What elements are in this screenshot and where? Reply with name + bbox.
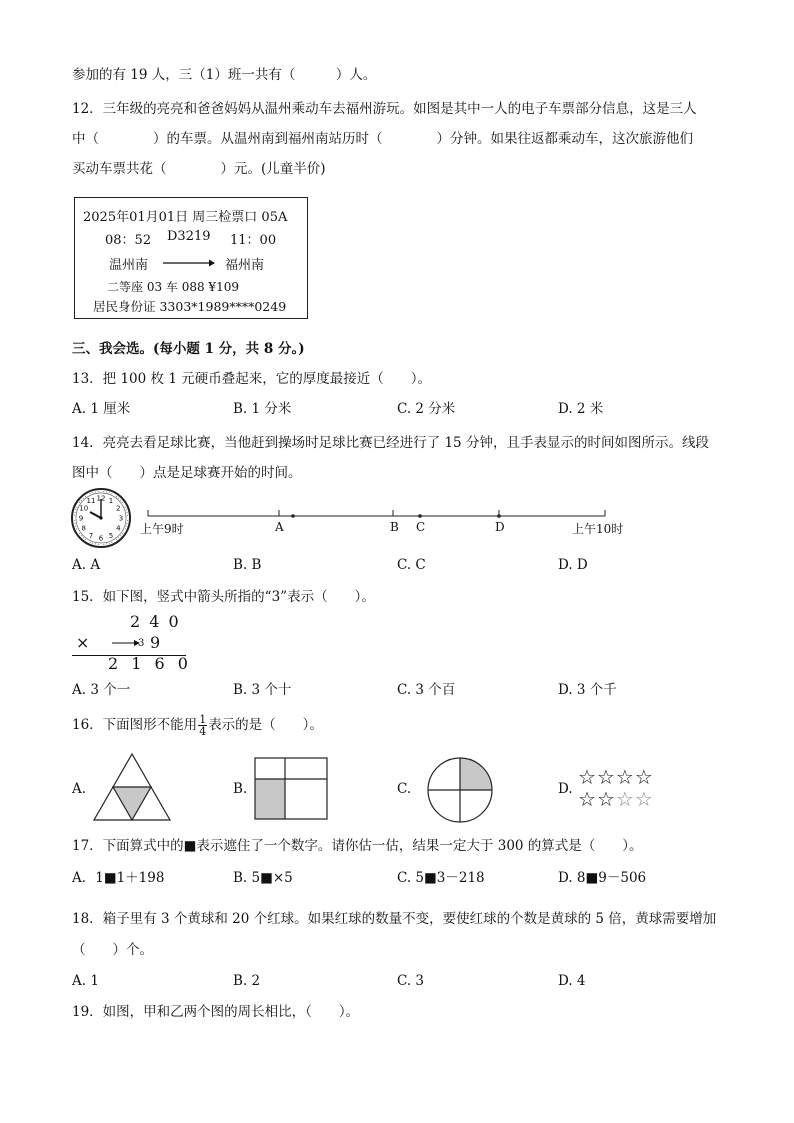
- star-icon: ☆: [596, 787, 616, 811]
- timeline: [140, 505, 630, 537]
- star-icon-shaded: ☆: [615, 787, 635, 811]
- clock-minute-dot: [106, 492, 107, 493]
- clock-minute-dot: [126, 512, 127, 513]
- fraction-denominator: 4: [199, 725, 207, 738]
- clock-minute-dot: [81, 500, 82, 501]
- q16-stem-before: 16．下面图形不能用: [72, 717, 198, 733]
- clock-minute-dot: [90, 493, 91, 494]
- clock-minute-dot: [75, 512, 76, 513]
- q12-line3: 买动车票共花（ ）元。(儿童半价): [72, 161, 326, 177]
- q17-option-d: D. 8■9－506: [558, 870, 647, 886]
- clock-minute-dot: [75, 526, 76, 527]
- clock-numeral: 5: [108, 531, 114, 540]
- clock-minute-dot: [126, 509, 127, 510]
- clock-minute-dot: [109, 492, 110, 493]
- clock-minute-dot: [118, 498, 119, 499]
- vertical-calc-small-3: 3: [138, 638, 145, 649]
- clock-minute-dot: [79, 533, 80, 534]
- clock-minute-dot: [75, 509, 76, 510]
- stars-figure: [578, 766, 654, 810]
- timeline-point-b: B: [390, 520, 399, 534]
- q16-stem-after: 表示的是（ ）。: [208, 717, 323, 733]
- ticket-arrow-icon: [161, 256, 215, 270]
- clock-minute-dot: [111, 493, 112, 494]
- q13-option-d: D. 2 米: [558, 401, 604, 417]
- star-icon: ☆: [615, 765, 635, 789]
- star-icon-shaded: ☆: [634, 787, 654, 811]
- fraction-numerator: 1: [199, 713, 207, 726]
- stars-row-1: [578, 766, 654, 788]
- triangle-figure: [92, 752, 172, 824]
- clock-numeral: 9: [78, 514, 84, 523]
- clock-minute-dot: [79, 502, 80, 503]
- clock-numeral: 3: [118, 514, 124, 523]
- ticket-arrive-time: 11：00: [230, 233, 277, 248]
- q18-option-d: D. 4: [558, 973, 586, 989]
- clock-minute-dot: [76, 528, 77, 529]
- clock-minute-dot: [81, 535, 82, 536]
- clock-minute-dot: [111, 542, 112, 543]
- q17-option-c: C. 5■3－218: [397, 870, 485, 886]
- q18-line2: （ ）个。: [72, 942, 153, 958]
- q18-option-c: C. 3: [397, 973, 425, 989]
- vertical-calc-times: ×: [76, 633, 90, 652]
- q18-option-b: B. 2: [233, 973, 261, 989]
- q13-option-a: A. 1 厘米: [72, 401, 131, 417]
- q13-stem: 13．把 100 枚 1 元硬币叠起来，它的厚度最接近（ ）。: [72, 371, 431, 387]
- clock-minute-dot: [122, 533, 123, 534]
- clock-minute-dot: [90, 542, 91, 543]
- vertical-calc-multiplier: 9: [150, 633, 161, 652]
- clock-minute-dot: [98, 544, 99, 545]
- clock-minute-dot: [120, 500, 121, 501]
- clock-numeral: 12: [96, 494, 106, 503]
- q15-option-a: A. 3 个一: [72, 682, 131, 698]
- q18-option-a: A. 1: [72, 973, 99, 989]
- pointer-arrow-icon: [110, 637, 140, 649]
- clock-minute-dot: [85, 539, 86, 540]
- timeline-point-c: C: [416, 520, 426, 534]
- clock-minute-dot: [92, 492, 93, 493]
- clock-numeral: 10: [79, 504, 89, 513]
- clock-numeral: 1: [108, 497, 114, 506]
- ticket-date-gate: 2025年01月01日 周三检票口 05A: [83, 210, 288, 225]
- clock-numeral: 11: [86, 497, 96, 506]
- clock-minute-dot: [126, 526, 127, 527]
- q13-option-b: B. 1 分米: [233, 401, 292, 417]
- q16-label-b: B.: [233, 781, 248, 797]
- star-icon: ☆: [596, 765, 616, 789]
- q14-line2: 图中（ ）点是足球赛开始的时间。: [72, 465, 302, 481]
- clock-minute-dot: [109, 543, 110, 544]
- q17-option-b: B. 5■×5: [233, 870, 293, 886]
- clock-minute-dot: [103, 544, 104, 545]
- clock-minute-dot: [126, 523, 127, 524]
- clock-minute-dot: [122, 502, 123, 503]
- q14-option-c: C. C: [397, 557, 426, 573]
- ticket-to-station: 福州南: [225, 258, 265, 273]
- clock-numeral: 2: [116, 504, 121, 513]
- q11-tail: 参加的有 19 人，三（1）班一共有（ ）人。: [72, 67, 377, 83]
- clock-numeral: 8: [81, 524, 86, 533]
- q15-option-d: D. 3 个千: [558, 682, 617, 698]
- timeline-point-d: D: [495, 520, 505, 534]
- timeline-point-a: A: [275, 520, 284, 534]
- rectangle-figure: [253, 756, 329, 822]
- q16-label-d: D.: [558, 781, 573, 797]
- q14-option-b: B. B: [233, 557, 262, 573]
- clock-minute-dot: [127, 515, 128, 516]
- timeline-end-label: 上午10时: [572, 522, 624, 536]
- clock-numeral: 6: [98, 534, 104, 543]
- clock-minute-dot: [83, 537, 84, 538]
- ticket-id-number: 居民身份证 3303*1989****0249: [93, 299, 287, 314]
- clock-minute-dot: [83, 498, 84, 499]
- clock-minute-dot: [125, 528, 126, 529]
- clock-minute-dot: [106, 543, 107, 544]
- q16-label-c: C.: [397, 781, 412, 797]
- ticket-seat-price: 二等座 03 车 088 ¥109: [107, 280, 239, 294]
- stars-row-2: [578, 788, 654, 810]
- q16-stem: [72, 712, 323, 738]
- clock-minute-dot: [95, 543, 96, 544]
- q15-option-b: B. 3 个十: [233, 682, 292, 698]
- q15-stem: 15．如下图，竖式中箭头所指的“3”表示（ ）。: [72, 589, 375, 605]
- clock-minute-dot: [76, 507, 77, 508]
- q17-stem: 17．下面算式中的■表示遮住了一个数字。请你估一估，结果一定大于 300 的算式是（ ）。: [72, 838, 643, 854]
- q18-line1: 18．箱子里有 3 个黄球和 20 个红球。如果红球的数量不变，要使红球的个数是黄球的 5 倍，黄球需要增加: [72, 911, 717, 927]
- q14-option-d: D. D: [558, 557, 588, 573]
- clock-minute-dot: [74, 515, 75, 516]
- star-icon: ☆: [578, 787, 597, 811]
- ticket-depart-time: 08：52: [105, 233, 152, 248]
- vertical-calc-top: 2 4 0: [130, 612, 181, 631]
- vertical-calc-result: 2 1 6 0: [108, 654, 192, 673]
- clock-numeral: 7: [88, 531, 94, 540]
- ticket-from-station: 温州南: [109, 258, 149, 273]
- clock-minute-dot: [120, 535, 121, 536]
- section-heading: 三、我会选。(每小题 1 分，共 8 分。): [72, 341, 305, 357]
- star-icon: ☆: [634, 765, 654, 789]
- q12-line2: 中（ ）的车票。从温州南到福州南站历时（ ）分钟。如果往返都乘动车，这次旅游他们: [72, 131, 693, 147]
- clock-minute-dot: [98, 491, 99, 492]
- clock-minute-dot: [118, 537, 119, 538]
- timeline-start-label: 上午9时: [140, 522, 184, 536]
- q12-line1: 12．三年级的亮亮和爸爸妈妈从温州乘动车去福州游玩。如图是其中一人的电子车票部分信息，这是三人: [72, 101, 697, 117]
- clock-minute-dot: [85, 496, 86, 497]
- clock-minute-dot: [103, 491, 104, 492]
- clock-icon: [70, 487, 132, 549]
- clock-minute-dot: [125, 507, 126, 508]
- train-ticket: [74, 197, 308, 319]
- q16-label-a: A.: [72, 781, 87, 797]
- q14-line1: 14．亮亮去看足球比赛，当他赶到操场时足球比赛已经进行了 15 分钟，且手表显示的时间如图所示。线段: [72, 435, 709, 451]
- clock-minute-dot: [127, 520, 128, 521]
- circle-figure: [426, 756, 494, 824]
- q19-stem: 19．如图，甲和乙两个图的周长相比，（ ）。: [72, 1004, 360, 1020]
- star-icon: ☆: [578, 765, 597, 789]
- clock-minute-dot: [92, 543, 93, 544]
- clock-minute-dot: [116, 539, 117, 540]
- clock-numeral: 4: [116, 524, 121, 533]
- q13-option-c: C. 2 分米: [397, 401, 456, 417]
- clock-minute-dot: [95, 492, 96, 493]
- q15-option-c: C. 3 个百: [397, 682, 456, 698]
- clock-minute-dot: [74, 520, 75, 521]
- clock-minute-dot: [116, 496, 117, 497]
- fraction-one-quarter: [198, 714, 207, 737]
- q17-option-a: A．1■1＋198: [72, 870, 165, 886]
- ticket-train-number: D3219: [167, 229, 211, 244]
- q14-option-a: A. A: [72, 557, 101, 573]
- clock-minute-dot: [75, 523, 76, 524]
